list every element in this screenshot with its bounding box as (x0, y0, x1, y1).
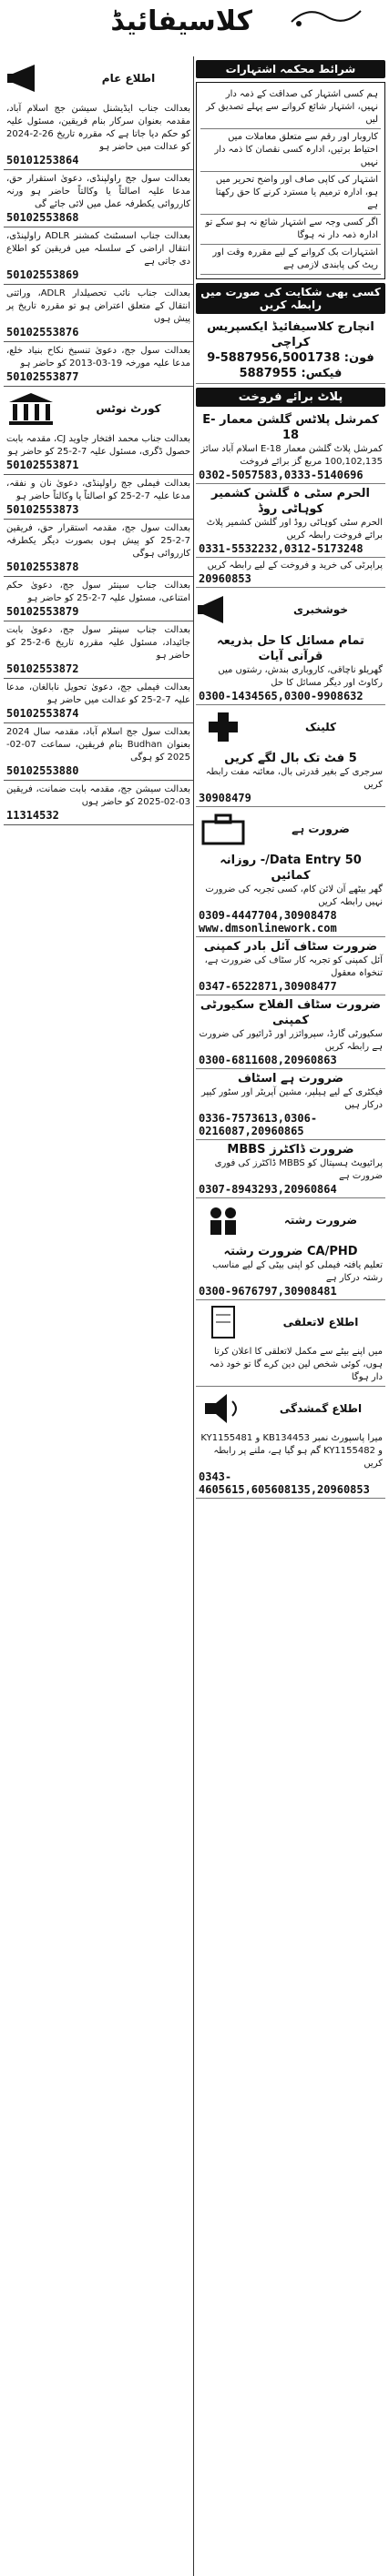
notice-item (4, 285, 193, 342)
court-text: بعدالت سول جج، مقدمہ استقرار حق، فریقین 7-2-25 کو پیش ہوں بصورت دیگر یکطرفہ کارروائی ہوگی (6, 523, 190, 559)
ad-phone: 0336-7573613,0306-0216087,20960865 (199, 1112, 318, 1137)
terms-item: اشتہارات بک کروانے کے لیے مقررہ وقت اور ریٹ کی پابندی لازمی ہے (200, 245, 381, 275)
ad-title: تمام مسائل کا حل بذریعہ قرآنی آیات (217, 634, 364, 663)
rishta-heading: ضرورت رشتہ (283, 1214, 358, 1227)
court-number: 50102553871 (6, 459, 79, 471)
notice-text: بعدالت جناب اسسٹنٹ کمشنر ADLR راولپنڈی، انتقال اراضی کے سلسلہ میں فریقین کو اطلاع دی جاتی ہے (6, 231, 190, 267)
notice-item (4, 170, 193, 227)
notice-text: بعدالت جناب ایڈیشنل سیشن جج اسلام آباد، مقدمہ بعنوان سرکار بنام فریقین، مسئول علیہ کو حکم دیا جاتا ہے کہ مقررہ تاریخ 26-2-2024 کو عدالت میں حاضر ہو (6, 104, 190, 152)
court-number: 50102553879 (6, 605, 79, 618)
ad-phone: 0347-6522871,30908477 (199, 980, 337, 993)
missing-heading: اطلاع گمشدگی (279, 1402, 363, 1415)
lost-heading: اطلاع لاتعلقی (282, 1316, 359, 1328)
contact-fax: فیکس: 5887955 (239, 367, 343, 380)
clinic-header (196, 709, 385, 745)
plot-ad (196, 558, 385, 588)
ad-title: ضرورت ہے اسٹاف (237, 1072, 344, 1086)
left-column (4, 56, 193, 2576)
ad-text: فیکٹری کے لیے ہیلپر، مشین آپریٹر اور سٹور کیپر درکار ہیں (200, 1087, 383, 1110)
plot-ad (196, 410, 385, 484)
court-number: 11314532 (6, 809, 59, 822)
notice-number: 50102553876 (6, 326, 79, 338)
ad-phone: 0300-6811608,20960863 (199, 1054, 337, 1066)
court-item (4, 723, 193, 781)
terms-heading: شرائط محکمہ اشتہارات (196, 60, 385, 78)
clinic-heading: کلینک (305, 721, 336, 733)
ad-phone: 20960853 (199, 572, 251, 585)
ad-text: پرائیویٹ ہسپتال کو MBBS ڈاکٹرز کی فوری ضرورت ہے (214, 1158, 383, 1181)
lost-header (196, 1304, 385, 1340)
notice-text: بعدالت جناب نائب تحصیلدار ADLR، وراثتی انتقال کے متعلق اعتراض ہو تو مقررہ تاریخ پر پیش ہوں (6, 288, 191, 324)
goodnews-heading: خوشخبری (293, 603, 348, 616)
court-text: بعدالت فیملی جج راولپنڈی، دعویٰ نان و نفقہ، مدعا علیہ 7-2-25 کو اصالتاً یا وکالتاً حاضر ہو (6, 479, 190, 501)
court-header (4, 390, 193, 427)
court-item (4, 577, 193, 621)
rishta-ad (196, 1242, 385, 1300)
ad-title: الحرم سٹی ہ گلشن کشمیر کوہاٹی روڈ (211, 487, 370, 516)
ad-text: سکیورٹی گارڈ، سپروائزر اور ڈرائیور کی ضرورت ہے رابطہ کریں (199, 1029, 383, 1052)
court-item (4, 520, 193, 577)
ad-title: Data Entry 50/- روزانہ کمائیں (220, 854, 362, 883)
terms-box (196, 82, 385, 279)
court-text: بعدالت جناب سینئر سول جج، دعویٰ حکم امتناعی، مسئول علیہ 7-2-25 کو حاضر ہو (6, 581, 190, 603)
notice-text: بعدالت سول جج راولپنڈی، دعویٰ استقرار حق، مدعا علیہ اصالتاً یا وکالتاً حاضر ہو ورنہ کارروائی یکطرفہ عمل میں لائی جائے گی (6, 174, 190, 209)
ad-title: کمرشل پلاٹس گلشن معمار E-18 (202, 413, 379, 442)
ad-text: گھر بیٹھے آن لائن کام، کسی تجربہ کی ضرورت نہیں رابطہ کریں (205, 884, 383, 907)
ad-title: ضرورت ڈاکٹرز MBBS (227, 1143, 354, 1157)
court-building-icon (4, 390, 58, 427)
megaphone-icon (196, 591, 251, 628)
notice-item (4, 227, 193, 285)
goodnews-header (196, 591, 385, 628)
terms-item: اشتہار کی کاپی صاف اور واضح تحریر میں ہو، ادارہ ترمیم یا مسترد کرنے کا حق رکھتا ہے (200, 172, 381, 215)
banner-decoration-icon (290, 4, 363, 29)
court-item (4, 475, 193, 520)
banner-title: کلاسیفائیڈ (110, 5, 252, 37)
ad-phone: 0343-4605615,605608135,20960853 (199, 1470, 370, 1496)
plot-heading: پلاٹ برائے فروخت (196, 388, 385, 407)
rishta-header (196, 1202, 385, 1238)
ad-text: میرا پاسپورٹ نمبر KB134453 و KY1155481 و KY1155482 گم ہو گیا ہے، ملنے پر رابطہ کریں (200, 1433, 383, 1469)
couple-icon (196, 1202, 251, 1238)
job-ad (196, 1140, 385, 1198)
ad-text: کمرشل پلاٹ گلشن معمار E-18 اسلام آباد سائز 100,102,135 مربع گز برائے فروخت (200, 444, 383, 467)
speaker-icon (196, 1390, 251, 1427)
court-item (4, 621, 193, 679)
ad-title: ضرورت سٹاف الفلاح سکیورٹی کمپنی (200, 998, 382, 1027)
notice-number: 50102553869 (6, 268, 79, 281)
job-ad (196, 995, 385, 1069)
notice-item (4, 342, 193, 387)
terms-item: اگر کسی وجہ سے اشتہار شائع نہ ہو سکے تو ادارہ ذمہ دار نہ ہوگا (200, 215, 381, 245)
court-heading: کورٹ نوٹس (96, 402, 161, 415)
terms-item: ہم کسی اشتہار کی صداقت کے ذمہ دار نہیں، اشتہار شائع کروانے سے پہلے تصدیق کر لیں (200, 86, 381, 129)
court-number: 50102553874 (6, 707, 79, 720)
needed-header (196, 811, 385, 847)
court-text: بعدالت سول جج اسلام آباد، مقدمہ سال 2024 بعنوان Budhan بنام فریقین، سماعت 07-02-2025 کو ہوگی (6, 727, 191, 763)
column-divider (193, 56, 194, 2576)
contact-phone: فون: 5887956,5001738-9 (207, 351, 374, 365)
ad-text: سرجری کے بغیر قدرتی بال، معائنہ مفت رابطہ کریں (205, 767, 383, 790)
court-number: 50102553872 (6, 662, 79, 675)
ad-phone: 0309-4447704,30908478 www.dmsonlinework.com (199, 909, 337, 934)
medical-cross-icon (196, 709, 251, 745)
briefcase-icon (196, 811, 251, 847)
ad-text: آئل کمپنی کو تجربہ کار سٹاف کی ضرورت ہے، تنخواہ معقول (204, 955, 383, 978)
clinic-ad (196, 749, 385, 807)
ad-phone: 0300-1434565,0300-9908632 (199, 690, 363, 702)
notice-text: بعدالت سول جج، دعویٰ تنسیخ نکاح بنیاد خلع، مدعا علیہ مورخہ 19-03-2013 کو حاضر ہو (6, 346, 190, 369)
ad-title: CA/PHD ضرورت رشتہ (223, 1245, 358, 1258)
classified-banner (0, 0, 389, 56)
court-item (4, 430, 193, 475)
goodnews-ad (196, 631, 385, 705)
megaphone-icon (4, 60, 58, 96)
ad-text: الحرم سٹی کوہاٹی روڈ اور گلشن کشمیر پلاٹ برائے فروخت رابطہ کریں (206, 518, 383, 540)
missing-header (196, 1390, 385, 1427)
court-text: بعدالت فیملی جج، دعویٰ تحویل نابالغان، مدعا علیہ 7-2-25 کو عدالت میں حاضر ہو (6, 682, 190, 705)
plot-ad (196, 484, 385, 558)
ad-phone: 0302-5057583,0333-5140696 (199, 469, 363, 481)
notice-number: 50102553877 (6, 370, 79, 383)
ad-phone: 0331-5532232,0312-5173248 (199, 542, 363, 555)
document-icon (196, 1304, 251, 1340)
needed-heading: ضرورت ہے (292, 823, 350, 835)
job-ad (196, 937, 385, 995)
notice-number: 50102553868 (6, 211, 79, 224)
court-number: 50102553873 (6, 503, 79, 516)
right-column (196, 56, 385, 2576)
notice-heading: اطلاع عام (101, 72, 156, 85)
ad-phone: 0300-9676797,30908481 (199, 1285, 337, 1298)
court-item (4, 679, 193, 723)
ad-text: گھریلو ناچاقی، کاروباری بندش، رشتوں میں رکاوٹ اور دیگر مسائل کا حل (218, 665, 383, 688)
notice-header (4, 60, 193, 96)
court-item (4, 781, 193, 825)
court-number: 50102553880 (6, 764, 79, 777)
court-text: بعدالت سیشن جج، مقدمہ بابت ضمانت، فریقین 03-02-2025 کو حاضر ہوں (6, 784, 190, 807)
lost-notice: میں اپنے بیٹے سے مکمل لاتعلقی کا اعلان کرتا ہوں، کوئی شخص لین دین کرے گا تو خود ذمہ دار ہوگا (196, 1344, 385, 1387)
ad-phone: 0307-8943293,20960864 (199, 1183, 337, 1196)
missing-notice (196, 1430, 385, 1499)
contact-text: انچارج کلاسیفائیڈ ایکسپریس کراچی (207, 320, 374, 349)
contact-heading: کسی بھی شکایت کی صورت میں رابطہ کریں (196, 283, 385, 314)
court-number: 50102553878 (6, 561, 79, 573)
court-text: بعدالت جناب سینئر سول جج، دعویٰ بابت جائیداد، مسئول علیہ مقررہ تاریخ 6-2-25 کو حاضر ہو (6, 625, 191, 661)
job-ad (196, 851, 385, 937)
ad-title: 5 فٹ تک بال لگے کریں (224, 752, 357, 765)
court-text: بعدالت جناب محمد افتخار جاوید CJ، مقدمہ بابت حصول ڈگری، مسئول علیہ 7-2-25 کو حاضر ہو (6, 434, 190, 457)
notice-item (4, 100, 193, 170)
notice-number: 50101253864 (6, 154, 79, 167)
ad-phone: 30908479 (199, 792, 251, 804)
terms-item: کاروبار اور رقم سے متعلق معاملات میں احتیاط برتیں، ادارہ کسی نقصان کا ذمہ دار نہیں (200, 129, 381, 172)
contact-block (196, 318, 385, 384)
ad-text: تعلیم یافتہ فیملی کو اپنی بیٹی کے لیے مناسب رشتہ درکار ہے (212, 1260, 383, 1283)
job-ad (196, 1069, 385, 1140)
ad-text: پراپرٹی کی خرید و فروخت کے لیے رابطہ کریں (207, 561, 383, 571)
ad-title: ضرورت سٹاف آئل بادر کمپنی (203, 940, 378, 954)
